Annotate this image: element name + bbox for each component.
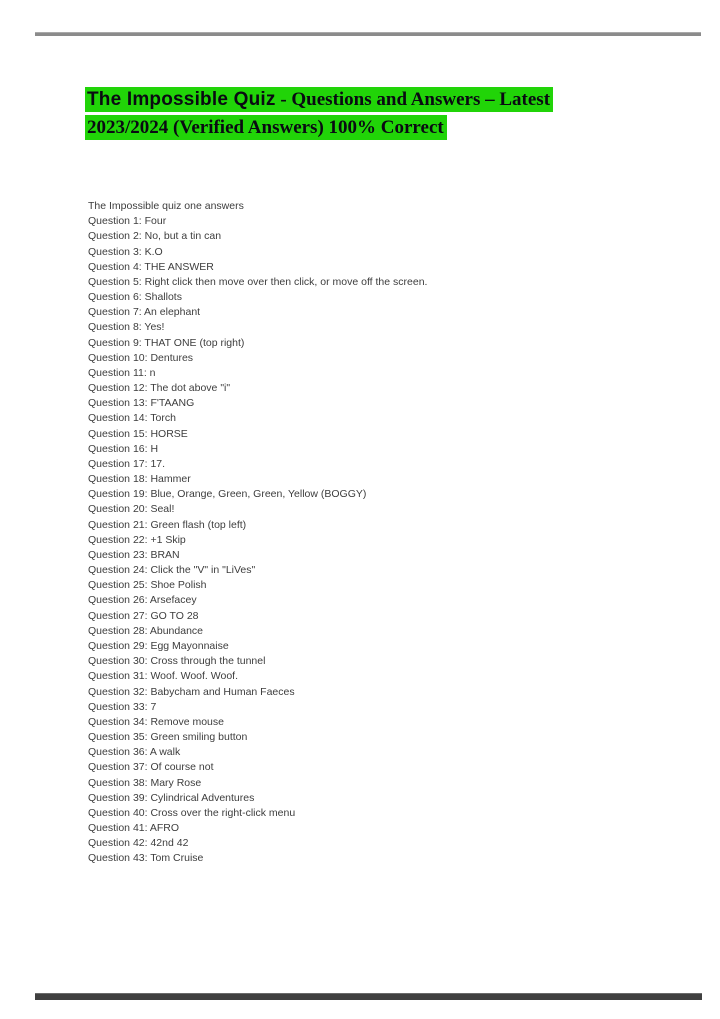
answer-line: Question 30: Cross through the tunnel [88, 655, 266, 668]
answer-line: Question 40: Cross over the right-click menu [88, 806, 296, 819]
answer-line: Question 39: Cylindrical Adventures [88, 791, 255, 804]
answer-line: Question 1: Four [88, 215, 167, 228]
title-line2-text: 2023/2024 (Verified Answers) 100% Correct [85, 115, 447, 140]
answer-line: Question 43: Tom Cruise [88, 852, 204, 865]
top-border-line [35, 32, 701, 36]
title-line1-highlight [85, 87, 553, 112]
answer-line: Question 22: +1 Skip [88, 533, 186, 546]
answer-line: Question 33: 7 [88, 700, 157, 713]
answer-line: Question 2: No, but a tin can [88, 230, 222, 243]
answer-line: Question 7: An elephant [88, 306, 201, 319]
answer-line: Question 27: GO TO 28 [88, 609, 199, 622]
answer-line: Question 31: Woof. Woof. Woof. [88, 670, 238, 683]
answers-list [88, 199, 648, 867]
answer-line: Question 12: The dot above "i" [88, 382, 231, 395]
answer-line: Question 42: 42nd 42 [88, 837, 189, 850]
answer-line: Question 24: Click the "V" in "LiVes" [88, 564, 256, 577]
title-text-serif: - Questions and Answers – Latest [275, 89, 551, 110]
answer-line: Question 3: K.O [88, 245, 163, 258]
answer-line: Question 37: Of course not [88, 761, 214, 774]
title-line-2 [85, 114, 645, 142]
answer-line: Question 17: 17. [88, 457, 166, 470]
answer-line: Question 25: Shoe Polish [88, 579, 207, 592]
answer-line: Question 23: BRAN [88, 548, 180, 561]
answer-line: Question 16: H [88, 442, 159, 455]
document-title [85, 86, 645, 142]
title-text-sans: The Impossible Quiz [87, 89, 276, 110]
answer-line: The Impossible quiz one answers [88, 200, 244, 212]
answer-line: Question 15: HORSE [88, 427, 188, 440]
answer-line: Question 34: Remove mouse [88, 715, 224, 728]
answer-line: Question 11: n [88, 366, 156, 379]
answer-line: Question 41: AFRO [88, 822, 180, 835]
answer-line: Question 19: Blue, Orange, Green, Green, Yellow (BOGGY) [88, 488, 367, 501]
answer-line: Question 13: F'TAANG [88, 397, 195, 410]
answer-line: Question 29: Egg Mayonnaise [88, 639, 229, 652]
answer-line: Question 36: A walk [88, 746, 181, 759]
answer-line: Question 32: Babycham and Human Faeces [88, 685, 295, 698]
answer-line: Question 4: THE ANSWER [88, 260, 214, 273]
answer-line: Question 6: Shallots [88, 291, 182, 304]
answer-line: Question 18: Hammer [88, 473, 191, 486]
answer-line: Question 10: Dentures [88, 351, 194, 364]
answer-line: Question 9: THAT ONE (top right) [88, 336, 245, 349]
answer-line: Question 38: Mary Rose [88, 776, 202, 789]
answer-line: Question 28: Abundance [88, 624, 204, 637]
bottom-border-line [35, 993, 702, 1000]
answer-line: Question 35: Green smiling button [88, 731, 248, 744]
answer-line: Question 20: Seal! [88, 503, 175, 516]
title-line-1 [85, 86, 645, 114]
answer-line: Question 26: Arsefacey [88, 594, 197, 607]
answer-line: Question 21: Green flash (top left) [88, 518, 247, 531]
answer-line: Question 14: Torch [88, 412, 176, 425]
answer-line: Question 8: Yes! [88, 321, 165, 334]
answer-line: Question 5: Right click then move over then click, or move off the screen. [88, 275, 428, 288]
